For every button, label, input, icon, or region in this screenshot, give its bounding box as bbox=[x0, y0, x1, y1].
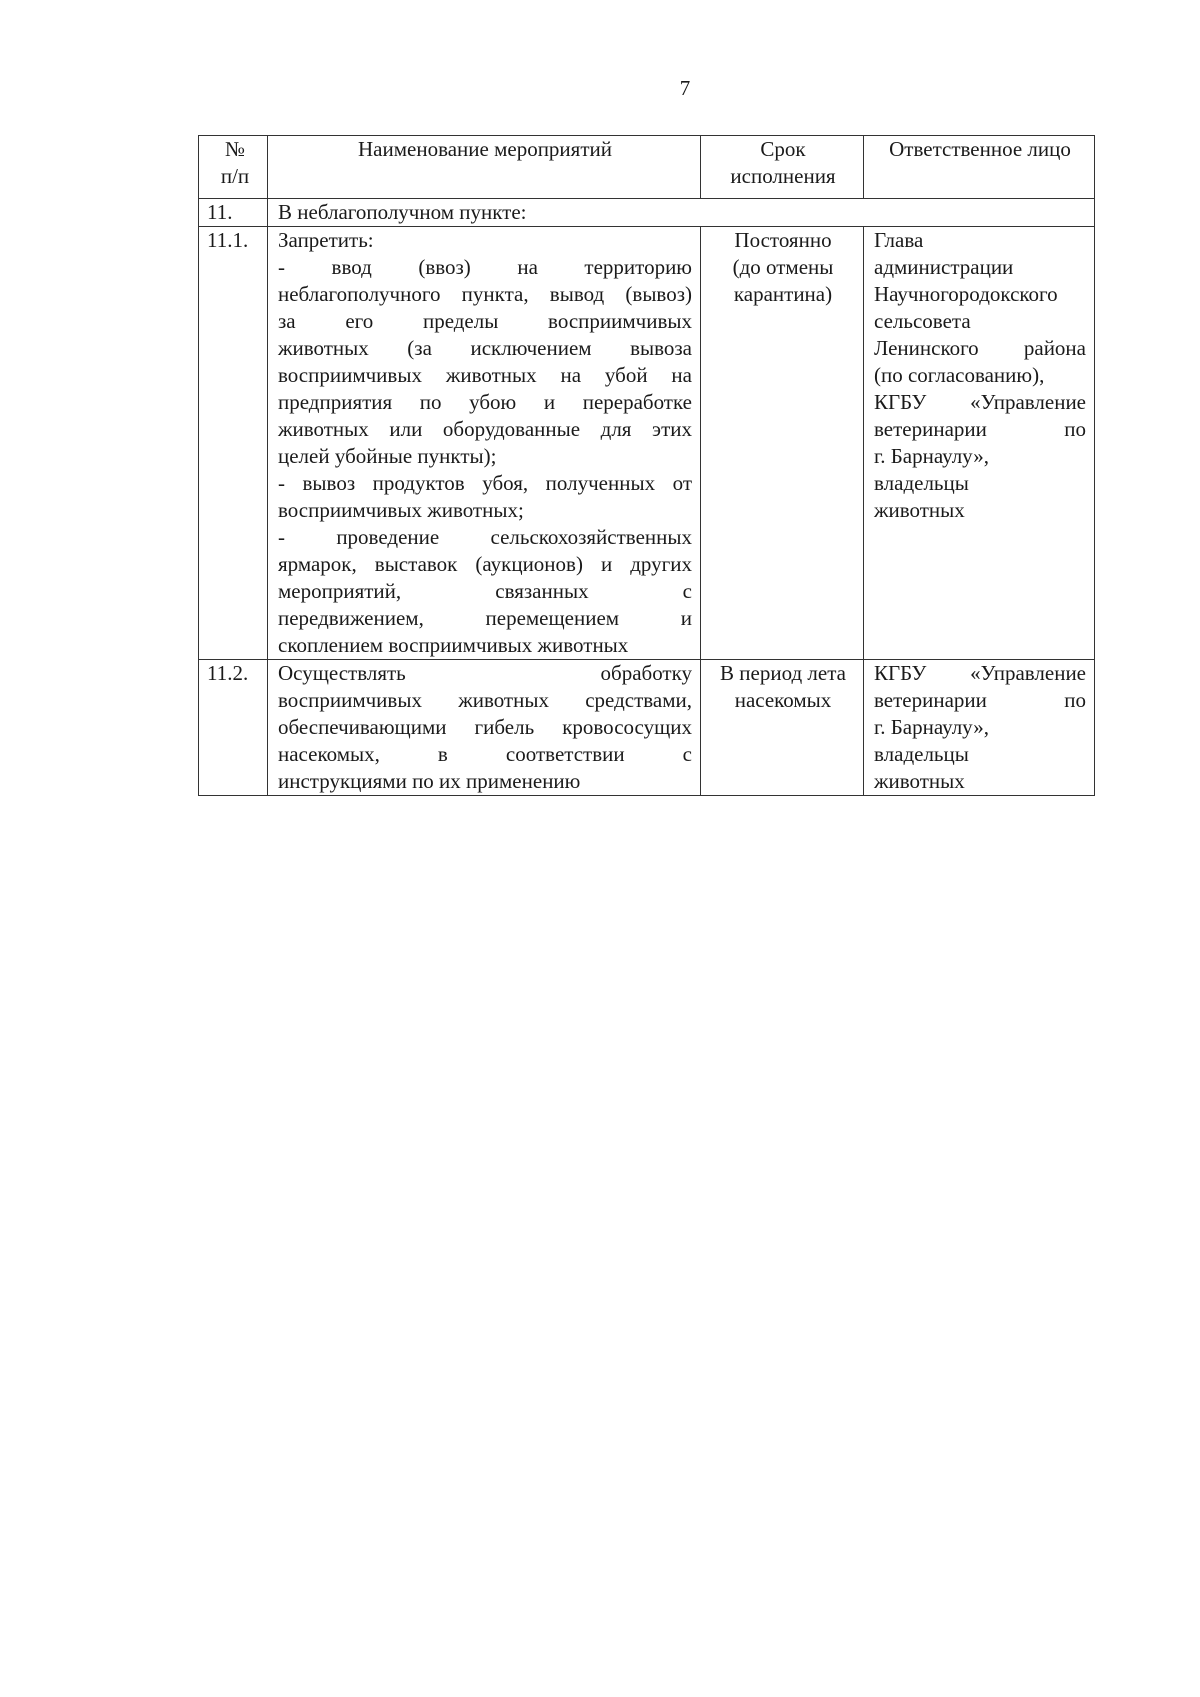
header-number: № п/п bbox=[199, 136, 268, 199]
header-term: Срок исполнения bbox=[701, 136, 864, 199]
row-term: В период лета насекомых bbox=[701, 660, 864, 796]
row-number: 11.2. bbox=[199, 660, 268, 796]
table-row bbox=[199, 660, 1095, 796]
table-header-row bbox=[199, 136, 1095, 199]
row-responsible: КГБУ «Управление ветеринарии по г. Барнаулу», владельцы животных bbox=[864, 660, 1095, 796]
row-number: 11.1. bbox=[199, 227, 268, 660]
row-term: Постоянно (до отмены карантина) bbox=[701, 227, 864, 660]
row-measure: Запретить: - ввод (ввоз) на территорию неблагополучного пункта, вывод (вывоз) за его пределы восприимчивых животных (за исключением вывоза восприимчивых животных на убой на предприятия по убою и переработке животных или оборудованные для этих целей убойные пункты); - вывоз продуктов убоя, полученных от восприимчивых животных; - проведение сельскохозяйственных ярмарок, выставок (аукционов) и других мероприятий, связанных с передвижением, перемещением и скоплением восприимчивых животных bbox=[268, 227, 701, 660]
row-measure: Осуществлять обработку восприимчивых животных средствами, обеспечивающими гибель кровососущих насекомых, в соответствии с инструкциями по их применению bbox=[268, 660, 701, 796]
measures-table bbox=[198, 135, 1095, 796]
header-name: Наименование мероприятий bbox=[268, 136, 701, 199]
page-number: 7 bbox=[679, 76, 691, 100]
row-responsible: Глава администрации Научногородокского сельсовета Ленинского района (по согласованию), КГБУ «Управление ветеринарии по г. Барнаулу», владельцы животных bbox=[864, 227, 1095, 660]
header-responsible: Ответственное лицо bbox=[864, 136, 1095, 199]
table-section-row bbox=[199, 199, 1095, 227]
section-number: 11. bbox=[199, 199, 268, 227]
section-title: В неблагополучном пункте: bbox=[268, 199, 1095, 227]
table-row bbox=[199, 227, 1095, 660]
